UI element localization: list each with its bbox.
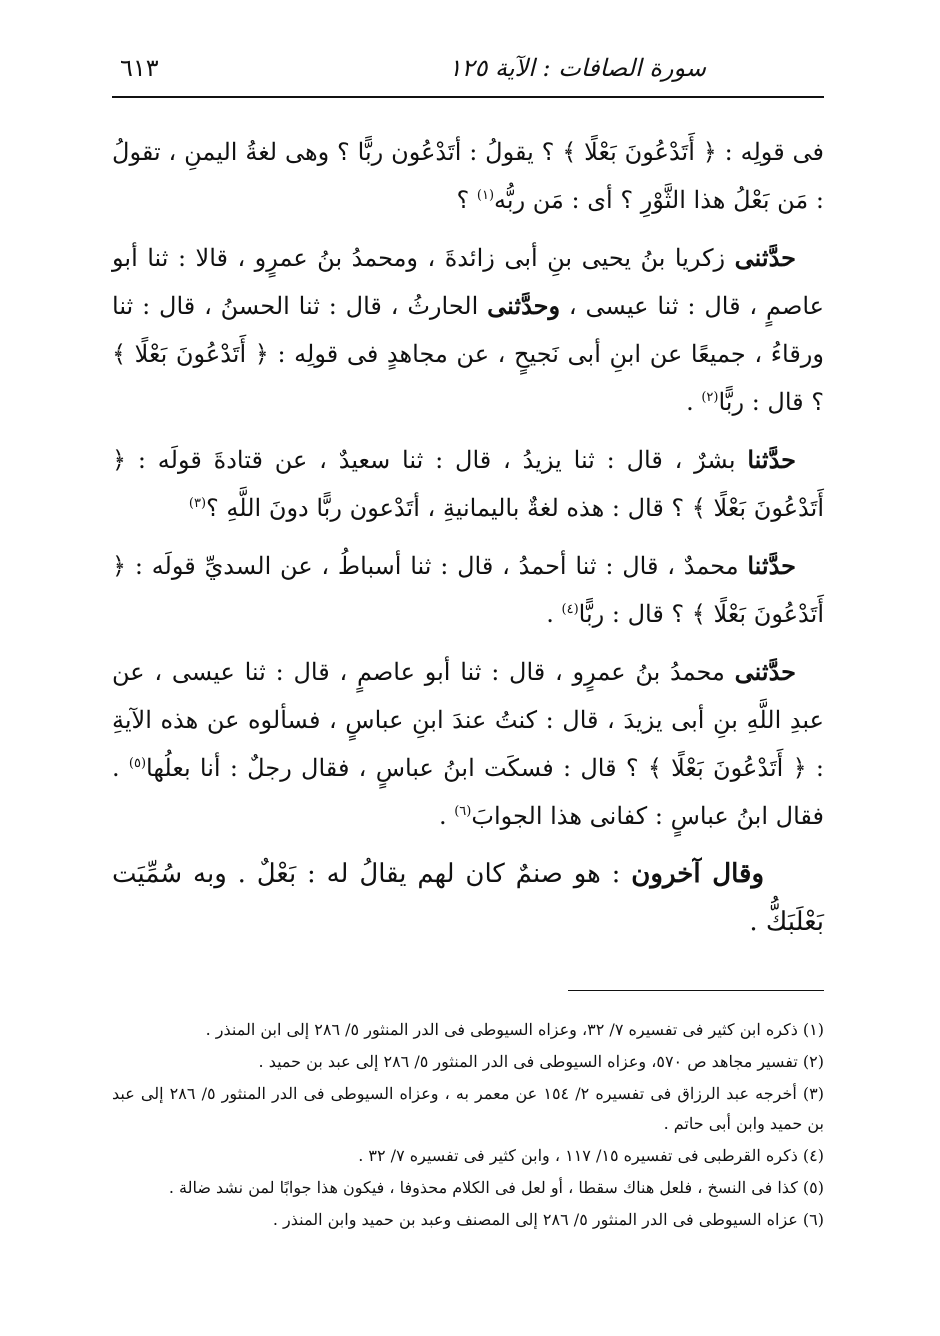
header-rule	[112, 96, 824, 98]
footnote-ref: (٤)	[561, 602, 579, 617]
paragraph-5	[112, 648, 824, 840]
footnote-ref: (٣)	[188, 496, 207, 511]
narration-lead: حدَّثنا	[747, 551, 796, 580]
footnote-ref: (٦)	[454, 804, 472, 819]
footnote-separator	[568, 990, 824, 991]
paragraph-text: : هو صنمٌ كان لهم يقالُ له : بَعْلٌ . وبه سُمِّيَت بَعْلَبَكُّ .	[112, 859, 824, 937]
paragraph-text: .	[438, 802, 455, 830]
footnote-1: (١) ذكره ابن كثير فى تفسيره ٧/ ٣٢، وعزاه السيوطى فى الدر المنثور ٥/ ٢٨٦ إلى ابن المنذر .	[205, 1020, 824, 1039]
paragraph-2	[112, 234, 824, 426]
paragraph-text: ؟	[456, 186, 477, 214]
narration-lead: وحدَّثنى	[487, 291, 561, 320]
running-title: سورة الصافات : الآية ١٢٥	[448, 54, 706, 82]
paragraph-6	[112, 850, 824, 946]
footnotes	[112, 1015, 824, 1237]
paragraph-text: زكريا بنُ يحيى بنِ أبى زائدةَ ، ومحمدُ بنُ عمرٍو ، قالا : ثنا أبو عاصمٍ ، قال : ثنا عيسى ،	[112, 244, 824, 320]
paragraph-text: بشرٌ ، قال : ثنا يزيدُ ، قال : ثنا سعيدٌ ، عن قتادةَ قولَه : ﴿ أَتَدْعُونَ بَعْلًا ﴾ ؟ قال : هذه لغةٌ باليمانيةِ ، أتَدْعون ربًّا دونَ اللَّهِ ؟	[112, 446, 824, 522]
footnote-2: (٢) تفسير مجاهد ص ٥٧٠، وعزاه السيوطى فى الدر المنثور ٥/ ٢٨٦ إلى عبد بن حميد .	[258, 1052, 824, 1071]
main-text	[112, 128, 824, 956]
footnote-6: (٦) عزاه السيوطى فى الدر المنثور ٥/ ٢٨٦ إلى المصنف وعبد بن حميد وابن المنذر .	[272, 1210, 824, 1229]
paragraph-text: فى قولِه : ﴿ أَتَدْعُونَ بَعْلًا ﴾ ؟ يقولُ : أتَدْعُون ربًّا ؟ وهى لغةُ اليمنِ ، تقولُ : مَن بَعْلُ هذا الثَّوْرِ ؟ أى : مَن ربُّه	[112, 138, 824, 214]
paragraph-text: محمدُ بنُ عمرٍو ، قال : ثنا أبو عاصمٍ ، قال : ثنا عيسى ، عن عبدِ اللَّهِ بنِ أبى يزيدَ ، قال : كنتُ عندَ ابنِ عباسٍ ، فسألوه عن هذه الآيةِ : ﴿ أَتَدْعُونَ بَعْلًا ﴾ ؟ قال : فسكَت ابنُ عباسٍ ، فقال رجلٌ : أنا بعلُها	[112, 658, 824, 782]
narration-lead: وقال آخرون	[631, 859, 765, 889]
paragraph-text: .	[546, 600, 562, 628]
page-number: ٦١٣	[120, 54, 159, 82]
footnote-ref: (١)	[476, 188, 495, 203]
page-header	[112, 50, 824, 90]
footnote-5: (٥) كذا فى النسخ ، فلعل هناك سقطا ، أو لعل فى الكلام محذوفا ، فيكون هذا جوابًا لمن نشد ضالة .	[168, 1178, 824, 1197]
paragraph-text: الحارثُ ، قال : ثنا الحسنُ ، قال : ثنا ورقاءُ ، جميعًا عن ابنِ أبى نَجيحٍ ، عن مجاهدٍ فى قولِه : ﴿ أَتَدْعُونَ بَعْلًا ﴾ ؟ قال : ربًّا	[112, 292, 824, 416]
narration-lead: حدَّثنى	[734, 657, 796, 686]
footnote-ref: (٥)	[128, 756, 147, 771]
narration-lead: حدَّثنى	[734, 243, 796, 272]
footnote-4: (٤) ذكره القرطبى فى تفسيره ١٥/ ١١٧ ، وابن كثير فى تفسيره ٧/ ٣٢ .	[358, 1146, 824, 1165]
paragraph-text: . فقال ابنُ عباسٍ : كفانى هذا الجوابَ	[112, 754, 824, 830]
footnote-ref: (٢)	[701, 390, 719, 405]
footnote-3: (٣) أخرجه عبد الرزاق فى تفسيره ٢/ ١٥٤ عن معمر به ، وعزاه السيوطى فى الدر المنثور ٥/ ٢٨٦ إلى عبد بن حميد وابن أبى حاتم .	[112, 1084, 824, 1133]
paragraph-text: محمدٌ ، قال : ثنا أحمدُ ، قال : ثنا أسباطُ ، عن السديِّ قولَه : ﴿ أَتَدْعُونَ بَعْلًا ﴾ ؟ قال : ربًّا	[112, 552, 824, 628]
paragraph-4	[112, 542, 824, 638]
paragraph-1	[112, 128, 824, 224]
paragraph-3	[112, 436, 824, 532]
narration-lead: حدَّثنا	[747, 445, 796, 474]
paragraph-text: .	[686, 388, 702, 416]
